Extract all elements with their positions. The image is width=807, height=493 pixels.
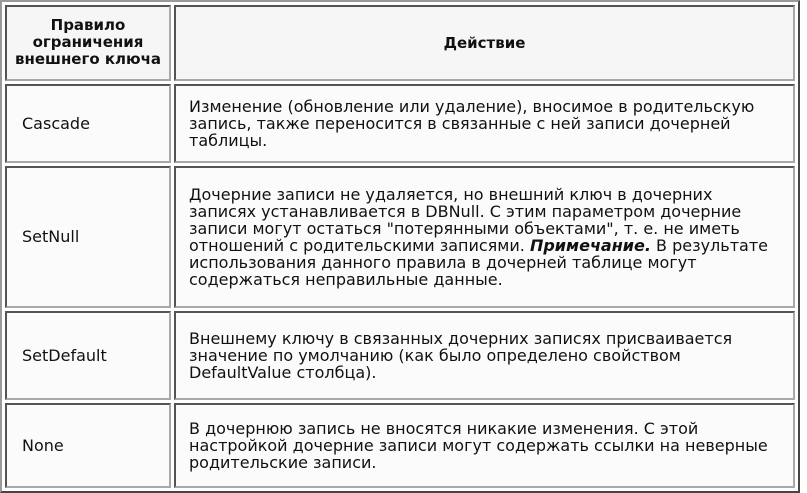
rule-name-setdefault: SetDefault — [5, 311, 171, 400]
setnull-note-label: Примечание. — [529, 235, 651, 255]
setnull-description-part2: В результате использования данного правила в дочерней таблице могут содержаться неправильные данные. — [189, 235, 768, 289]
table-row-cascade — [5, 84, 795, 163]
rule-description-cascade: Изменение (обновление или удаление), вносимое в родительскую запись, также переносится в связанные с ней записи дочерней таблицы. — [174, 84, 795, 163]
rule-name-setnull: SetNull — [5, 166, 171, 308]
rule-name-none: None — [5, 403, 171, 488]
table-header — [5, 5, 795, 81]
table-body — [5, 84, 795, 488]
table-row-setdefault — [5, 311, 795, 400]
setnull-description-part1: Дочерние записи не удаляется, но внешний ключ в дочерних записях устанавливается в DBNull. С этим параметром дочерние записи могут остаться "потерянными объектами", т. е. не иметь отношений с родительскими записями. — [189, 184, 742, 255]
rule-description-setdefault: Внешнему ключу в связанных дочерних записях присваивается значение по умолчанию (как было определено свойством DefaultValue столбца). — [174, 311, 795, 400]
header-rule-column: Правило ограничения внешнего ключа — [5, 5, 171, 81]
header-action-column: Действие — [174, 5, 795, 81]
rule-description-none: В дочернюю запись не вносятся никакие изменения. С этой настройкой дочерние записи могут содержать ссылки на неверные родительские записи. — [174, 403, 795, 488]
rule-description-setnull — [174, 166, 795, 308]
header-row — [5, 5, 795, 81]
table-row-none — [5, 403, 795, 488]
rule-name-cascade: Cascade — [5, 84, 171, 163]
table-row-setnull — [5, 166, 795, 308]
